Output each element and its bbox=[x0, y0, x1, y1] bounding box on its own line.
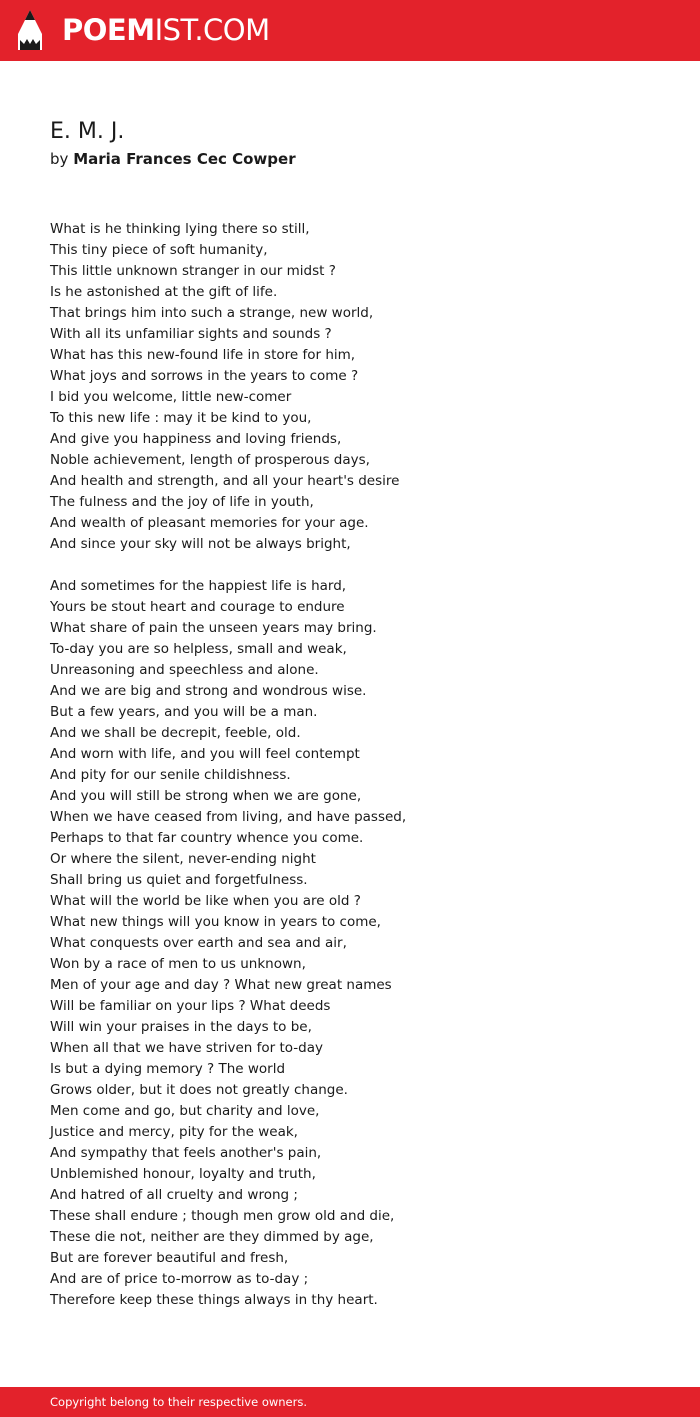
by-label: by bbox=[50, 150, 69, 168]
poem-line: And health and strength, and all your heart's desire bbox=[50, 473, 400, 489]
poem-line: Or where the silent, never-ending night bbox=[50, 851, 316, 867]
poem-line: But are forever beautiful and fresh, bbox=[50, 1250, 289, 1266]
poem-line: What conquests over earth and sea and air, bbox=[50, 935, 347, 951]
pencil-logo-icon[interactable] bbox=[18, 10, 42, 50]
poem-line: But a few years, and you will be a man. bbox=[50, 704, 318, 720]
poem-line: Therefore keep these things always in thy heart. bbox=[50, 1292, 378, 1308]
poem-body bbox=[50, 219, 650, 1311]
poem-line: What is he thinking lying there so still, bbox=[50, 221, 310, 237]
poem-line: This little unknown stranger in our midst ? bbox=[50, 263, 336, 279]
poem-line: I bid you welcome, little new-comer bbox=[50, 389, 292, 405]
poem-line: And you will still be strong when we are gone, bbox=[50, 788, 362, 804]
author-name: Maria Frances Cec Cowper bbox=[73, 150, 296, 168]
poem-line: Unreasoning and speechless and alone. bbox=[50, 662, 319, 678]
poem-line: What will the world be like when you are old ? bbox=[50, 893, 361, 909]
poem-line: And give you happiness and loving friends, bbox=[50, 431, 342, 447]
poem-line: And are of price to-morrow as to-day ; bbox=[50, 1271, 309, 1287]
poem-line: What new things will you know in years to come, bbox=[50, 914, 381, 930]
poem-line: Justice and mercy, pity for the weak, bbox=[50, 1124, 298, 1140]
poem-line: When all that we have striven for to-day bbox=[50, 1040, 324, 1056]
poem-line: What share of pain the unseen years may bring. bbox=[50, 620, 377, 636]
site-header bbox=[0, 0, 700, 61]
poem-line: Yours be stout heart and courage to endure bbox=[50, 599, 345, 615]
poem-line: Men come and go, but charity and love, bbox=[50, 1103, 320, 1119]
poem-line: And pity for our senile childishness. bbox=[50, 767, 291, 783]
poem-line: To-day you are so helpless, small and weak, bbox=[50, 641, 347, 657]
poem-stanza bbox=[50, 576, 650, 1311]
poem-line: Noble achievement, length of prosperous days, bbox=[50, 452, 370, 468]
poem-line: To this new life : may it be kind to you, bbox=[50, 410, 312, 426]
poem-line: And worn with life, and you will feel contempt bbox=[50, 746, 360, 762]
poem-line: Is he astonished at the gift of life. bbox=[50, 284, 278, 300]
byline bbox=[50, 149, 296, 169]
logo-light-text: IST.COM bbox=[154, 13, 270, 47]
poem-line: Perhaps to that far country whence you come. bbox=[50, 830, 364, 846]
poem-line: That brings him into such a strange, new world, bbox=[50, 305, 374, 321]
poem-line: Is but a dying memory ? The world bbox=[50, 1061, 286, 1077]
poem-line: And we are big and strong and wondrous wise. bbox=[50, 683, 367, 699]
poem-line: What has this new-found life in store for him, bbox=[50, 347, 356, 363]
poem-line: With all its unfamiliar sights and sounds ? bbox=[50, 326, 332, 342]
poem-line: Men of your age and day ? What new great names bbox=[50, 977, 392, 993]
site-logo[interactable] bbox=[62, 12, 270, 48]
poem-line: Won by a race of men to us unknown, bbox=[50, 956, 306, 972]
poem-line: These die not, neither are they dimmed by age, bbox=[50, 1229, 374, 1245]
poem-line: This tiny piece of soft humanity, bbox=[50, 242, 268, 258]
poem-line: Unblemished honour, loyalty and truth, bbox=[50, 1166, 316, 1182]
site-footer bbox=[0, 1387, 700, 1417]
poem-line: And hatred of all cruelty and wrong ; bbox=[50, 1187, 298, 1203]
poem-line: What joys and sorrows in the years to come ? bbox=[50, 368, 359, 384]
poem-line: Will win your praises in the days to be, bbox=[50, 1019, 312, 1035]
poem-line: Grows older, but it does not greatly change. bbox=[50, 1082, 348, 1098]
poem-line: Shall bring us quiet and forgetfulness. bbox=[50, 872, 308, 888]
poem-line: Will be familiar on your lips ? What deeds bbox=[50, 998, 331, 1014]
poem-stanza bbox=[50, 219, 650, 555]
poem-line: And we shall be decrepit, feeble, old. bbox=[50, 725, 301, 741]
poem-line: These shall endure ; though men grow old and die, bbox=[50, 1208, 395, 1224]
poem-line: The fulness and the joy of life in youth, bbox=[50, 494, 314, 510]
copyright-text: Copyright belong to their respective owners. bbox=[50, 1395, 308, 1409]
logo-strong-text: POEM bbox=[62, 13, 155, 47]
poem-title: E. M. J. bbox=[50, 119, 125, 144]
poem-line: And wealth of pleasant memories for your age. bbox=[50, 515, 369, 531]
poem-line: And sometimes for the happiest life is hard, bbox=[50, 578, 347, 594]
poem-line: And since your sky will not be always bright, bbox=[50, 536, 351, 552]
poem-line: And sympathy that feels another's pain, bbox=[50, 1145, 322, 1161]
poem-line: When we have ceased from living, and have passed, bbox=[50, 809, 407, 825]
